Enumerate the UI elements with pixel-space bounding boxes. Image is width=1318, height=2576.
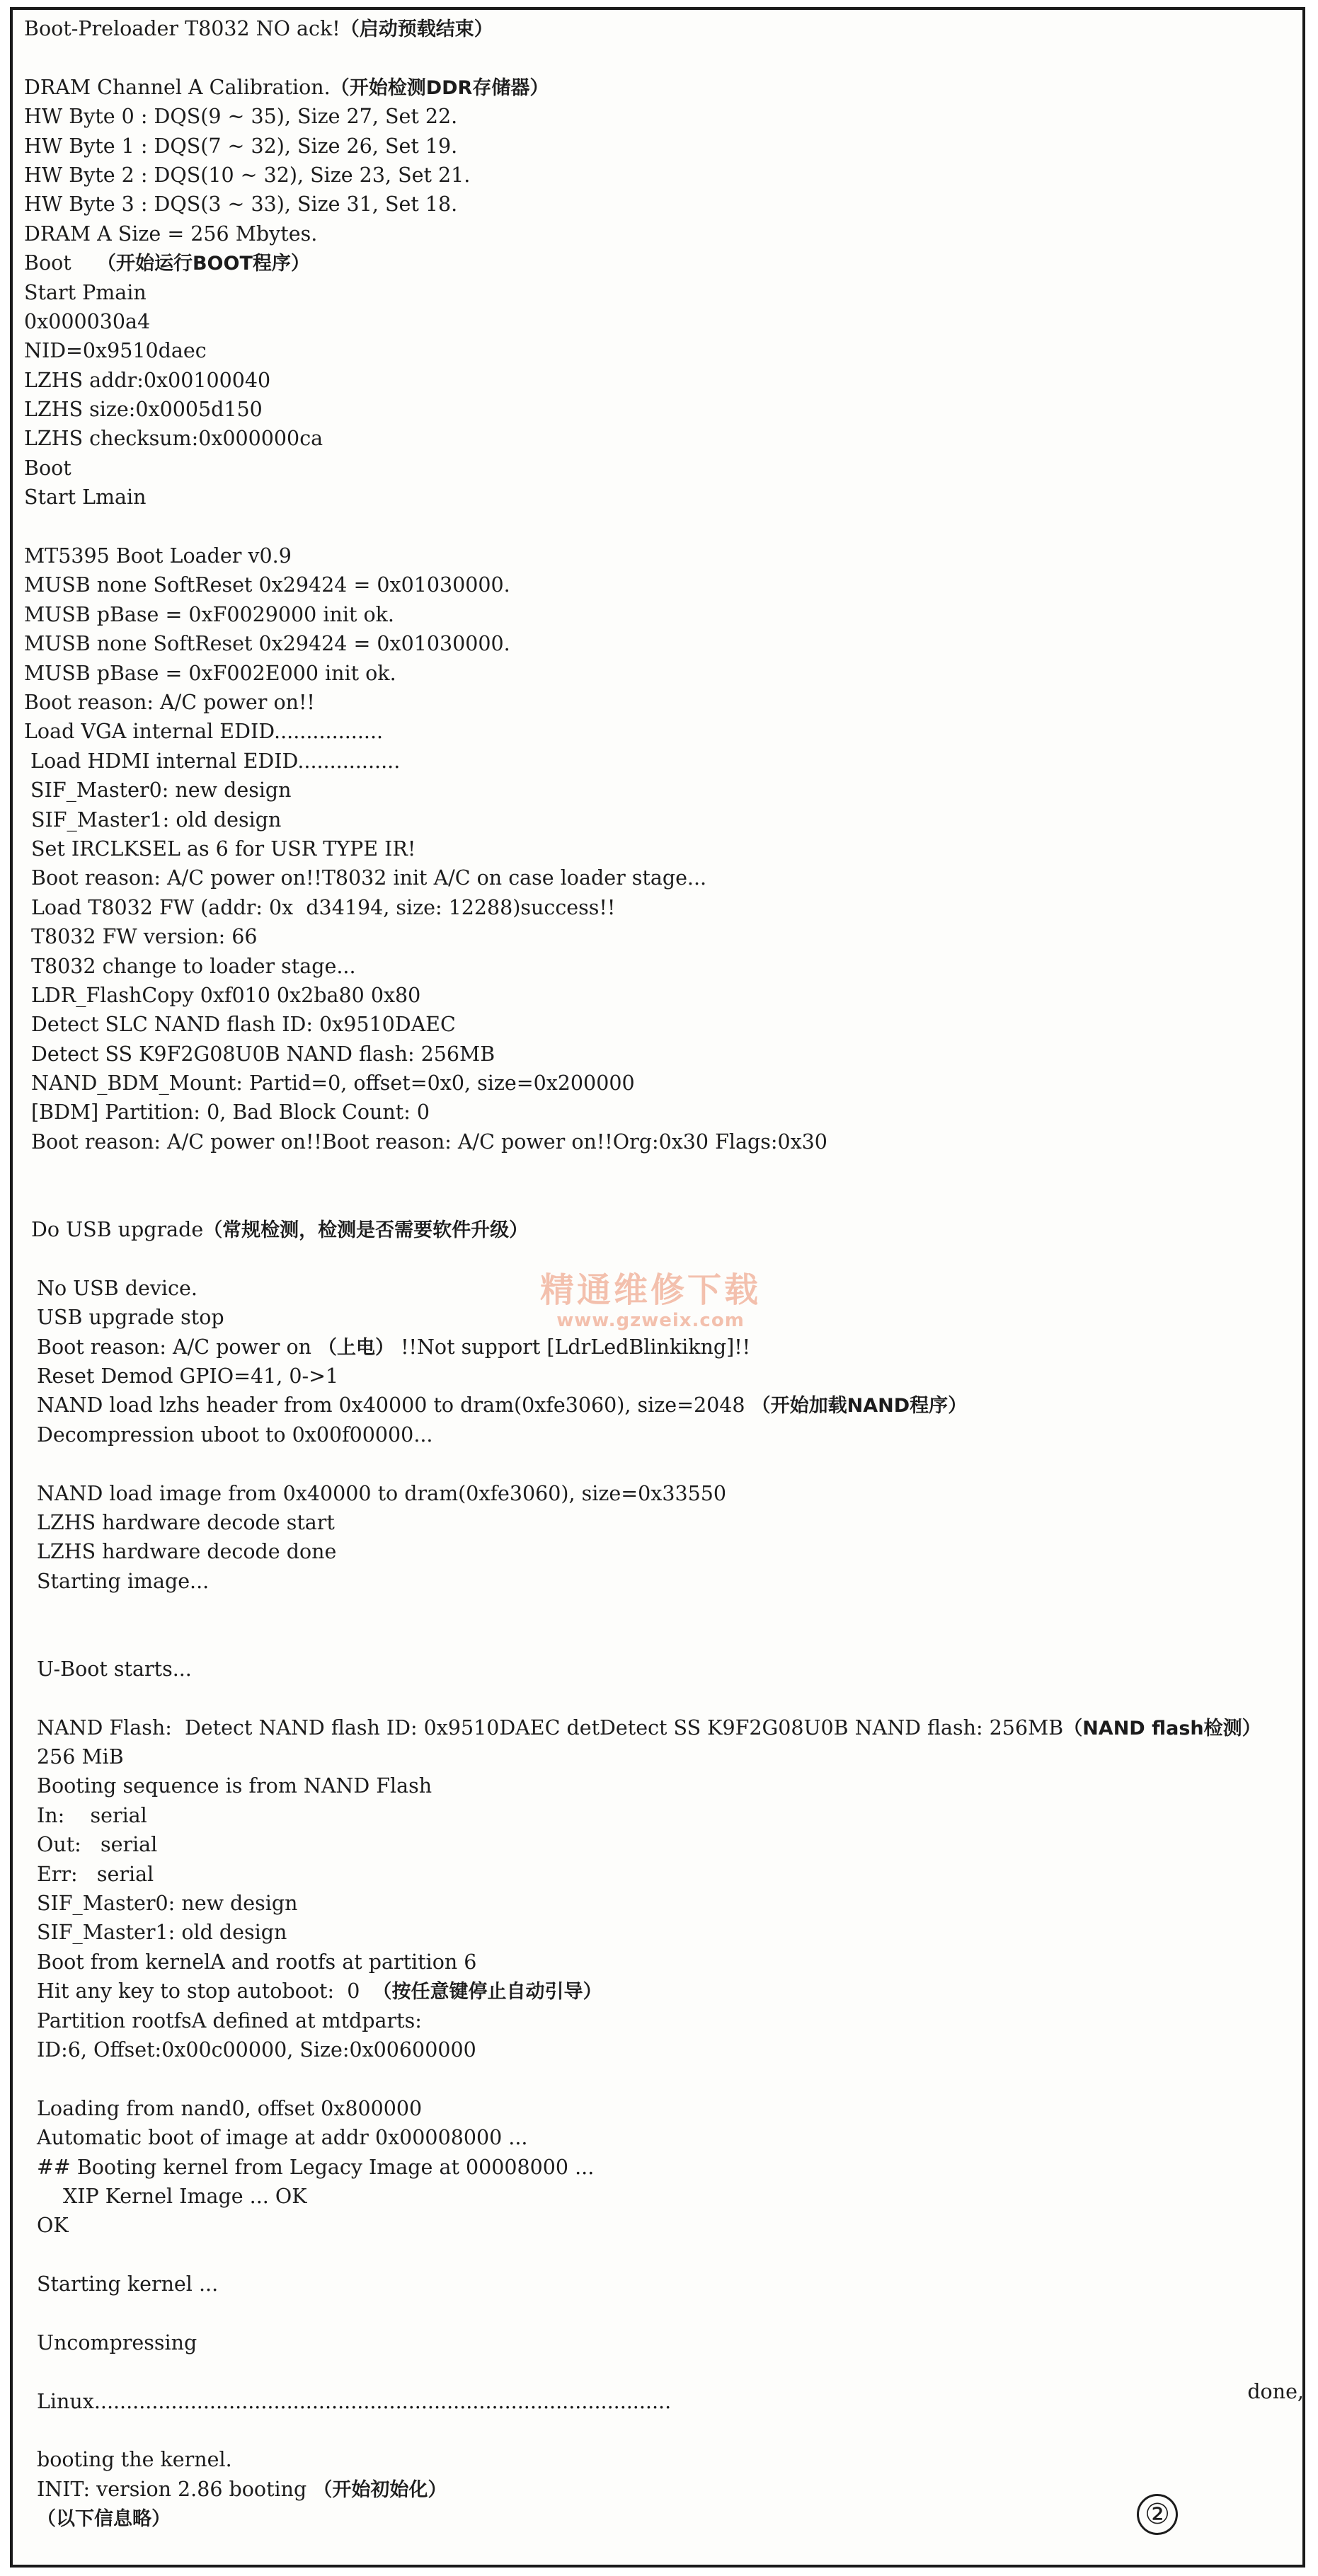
log-line: Boot bbox=[24, 456, 71, 480]
log-line: Out: serial bbox=[37, 1833, 158, 1857]
log-line: Booting sequence is from NAND Flash bbox=[37, 1774, 432, 1798]
log-line: Boot reason: A/C power on （上电） !!Not support [LdrLedBlinkikng]!! bbox=[37, 1335, 751, 1359]
log-line: MUSB pBase = 0xF0029000 init ok. bbox=[24, 602, 394, 626]
log-line: DRAM A Size = 256 Mbytes. bbox=[24, 222, 318, 246]
log-line: T8032 change to loader stage... bbox=[31, 954, 356, 978]
log-line: INIT: version 2.86 booting （开始初始化） bbox=[37, 2477, 447, 2501]
log-line: U-Boot starts... bbox=[37, 1657, 192, 1681]
log-line: NAND Flash: Detect NAND flash ID: 0x9510DAEC detDetect SS K9F2G08U0B NAND flash: 256MB（NAND flash检测） bbox=[37, 1715, 1261, 1740]
annotation: （常规检测，检测是否需要软件升级） bbox=[203, 1219, 529, 1242]
log-line: 256 MiB bbox=[37, 1745, 124, 1769]
log-line: In: serial bbox=[37, 1803, 147, 1827]
log-line: ## Booting kernel from Legacy Image at 00008000 ... bbox=[37, 2155, 595, 2179]
watermark-cn: 精通维修下载 bbox=[540, 1270, 762, 1310]
log-line: MUSB pBase = 0xF002E000 init ok. bbox=[24, 661, 396, 685]
log-line: No USB device. bbox=[37, 1276, 197, 1300]
log-line: MUSB none SoftReset 0x29424 = 0x01030000. bbox=[24, 632, 510, 656]
log-line: USB upgrade stop bbox=[37, 1306, 224, 1330]
watermark-url: www.gzweix.com bbox=[556, 1310, 745, 1331]
log-line: Load T8032 FW (addr: 0x d34194, size: 12288)success!! bbox=[31, 895, 616, 919]
log-line: NAND_BDM_Mount: Partid=0, offset=0x0, size=0x200000 bbox=[31, 1071, 635, 1096]
log-line: DRAM Channel A Calibration.（开始检测DDR存储器） bbox=[24, 75, 549, 99]
log-line: Reset Demod GPIO=41, 0->1 bbox=[37, 1364, 339, 1388]
log-line: Partition rootfsA defined at mtdparts: bbox=[37, 2008, 422, 2032]
log-line: HW Byte 0 : DQS(9 ~ 35), Size 27, Set 22. bbox=[24, 105, 458, 129]
log-line: HW Byte 3 : DQS(3 ~ 33), Size 31, Set 18. bbox=[24, 192, 458, 217]
log-line: Set IRCLKSEL as 6 for USR TYPE IR! bbox=[31, 836, 416, 861]
log-line: Do USB upgrade（常规检测，检测是否需要软件升级） bbox=[31, 1218, 529, 1242]
annotation: （开始检测DDR存储器） bbox=[330, 76, 549, 99]
log-line: Boot （开始运行BOOT程序） bbox=[24, 251, 310, 275]
log-line: Automatic boot of image at addr 0x00008000 ... bbox=[37, 2126, 528, 2150]
annotation: （NAND flash检测） bbox=[1063, 1717, 1261, 1740]
log-line: LZHS addr:0x00100040 bbox=[24, 368, 271, 392]
annotation: （上电） bbox=[318, 1336, 395, 1359]
log-line: booting the kernel. bbox=[37, 2448, 232, 2472]
log-line: HW Byte 1 : DQS(7 ~ 32), Size 26, Set 19. bbox=[24, 134, 458, 158]
log-line: Start Pmain bbox=[24, 280, 147, 304]
log-line: Decompression uboot to 0x00f00000... bbox=[37, 1422, 433, 1447]
log-line: Load HDMI internal EDID................ bbox=[24, 749, 401, 773]
figure-number: ② bbox=[1137, 2494, 1178, 2535]
log-line: HW Byte 2 : DQS(10 ~ 32), Size 23, Set 21. bbox=[24, 163, 471, 187]
annotation: （以下信息略） bbox=[37, 2508, 171, 2531]
log-line: 0x000030a4 bbox=[24, 309, 151, 333]
annotation: （开始初始化） bbox=[313, 2478, 447, 2501]
annotation: （开始加载NAND程序） bbox=[751, 1395, 968, 1418]
log-line: SIF_Master0: new design bbox=[24, 778, 292, 803]
log-line: [BDM] Partition: 0, Bad Block Count: 0 bbox=[31, 1100, 430, 1125]
log-line: SIF_Master1: old design bbox=[31, 807, 282, 832]
log-line: Load VGA internal EDID................. bbox=[24, 720, 384, 744]
log-line: Uncompressing bbox=[37, 2330, 197, 2354]
log-line: NID=0x9510daec bbox=[24, 339, 207, 363]
log-line: XIP Kernel Image ... OK bbox=[63, 2184, 307, 2208]
log-line: LZHS size:0x0005d150 bbox=[24, 398, 263, 422]
log-line: NAND load lzhs header from 0x40000 to dram(0xfe3060), size=2048 （开始加载NAND程序） bbox=[37, 1393, 968, 1418]
log-line: ID:6, Offset:0x00c00000, Size:0x00600000 bbox=[37, 2037, 476, 2062]
log-line: T8032 FW version: 66 bbox=[31, 925, 258, 949]
log-line: OK bbox=[37, 2214, 69, 2238]
log-line: LDR_FlashCopy 0xf010 0x2ba80 0x80 bbox=[31, 983, 421, 1007]
log-line: SIF_Master1: old design bbox=[37, 1921, 287, 1945]
log-line: Err: serial bbox=[37, 1862, 154, 1886]
annotation: （开始运行BOOT程序） bbox=[96, 253, 310, 275]
log-line bbox=[24, 2504, 1305, 2533]
log-line: Detect SLC NAND flash ID: 0x9510DAEC bbox=[31, 1013, 456, 1037]
log-line: Hit any key to stop autoboot: 0 （按任意键停止自动引导） bbox=[37, 1979, 602, 2003]
annotation: （按任意键停止自动引导） bbox=[372, 1981, 602, 2003]
log-line: Boot reason: A/C power on!! bbox=[24, 690, 315, 714]
watermark bbox=[540, 1263, 761, 1331]
log-line: Boot reason: A/C power on!!Boot reason: A/C power on!!Org:0x30 Flags:0x30 bbox=[31, 1129, 827, 1154]
log-line: MUSB none SoftReset 0x29424 = 0x01030000. bbox=[24, 573, 510, 597]
log-line: Boot from kernelA and rootfs at partition 6 bbox=[37, 1950, 477, 1974]
log-line: Loading from nand0, offset 0x800000 bbox=[37, 2096, 423, 2120]
log-line: Linux.......................................................................................... done, bbox=[37, 2379, 1304, 2413]
log-frame bbox=[10, 7, 1305, 2568]
log-line: Starting image... bbox=[37, 1569, 210, 1593]
log-line: LZHS hardware decode done bbox=[37, 1540, 337, 1564]
annotation: （启动预载结束） bbox=[340, 18, 493, 40]
log-line: LZHS hardware decode start bbox=[37, 1510, 335, 1534]
log-line: Start Lmain bbox=[24, 485, 147, 510]
log-line: SIF_Master0: new design bbox=[37, 1892, 298, 1915]
log-line: Boot-Preloader T8032 NO ack!（启动预载结束） bbox=[24, 17, 493, 40]
log-line: MT5395 Boot Loader v0.9 bbox=[24, 544, 292, 568]
log-line: Starting kernel ... bbox=[37, 2272, 219, 2296]
log-line: Detect SS K9F2G08U0B NAND flash: 256MB bbox=[31, 1042, 495, 1066]
log-line: NAND load image from 0x40000 to dram(0xfe3060), size=0x33550 bbox=[37, 1481, 727, 1505]
log-line: LZHS checksum:0x000000ca bbox=[24, 427, 323, 451]
log-line: Boot reason: A/C power on!!T8032 init A/C on case loader stage... bbox=[31, 866, 707, 890]
